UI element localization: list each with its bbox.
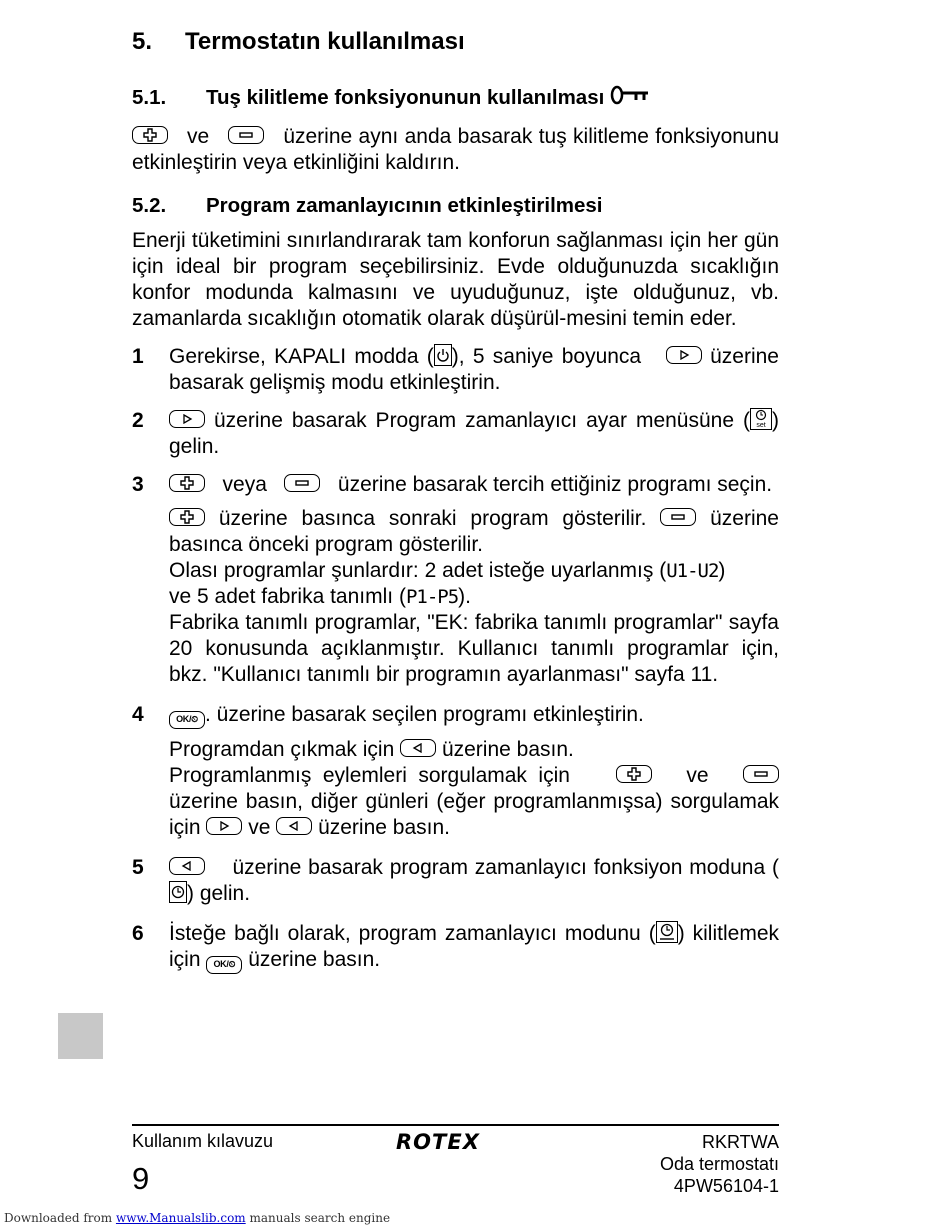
- plus-button-icon: [132, 126, 168, 144]
- text: Olası programlar şunlardır: 2 adet isteğe uyarlanmış (: [169, 559, 667, 582]
- right-arrow-button-icon: [666, 346, 702, 364]
- minus-button-icon: [284, 474, 320, 492]
- text: ) kilitlemek için: [169, 922, 779, 971]
- subsection-number: 5.2.: [132, 194, 167, 217]
- minus-button-icon: [660, 508, 696, 526]
- text: Gerekirse, KAPALI modda (: [169, 345, 434, 368]
- download-banner: [4, 1211, 390, 1225]
- text: ve: [187, 125, 210, 148]
- step-4: [132, 702, 779, 841]
- step-text: [169, 344, 779, 396]
- plus-button-icon: [169, 508, 205, 526]
- section-5-heading: [132, 28, 779, 56]
- left-arrow-button-icon: [169, 857, 205, 875]
- minus-button-icon: [228, 126, 264, 144]
- text: ) gelin.: [169, 409, 779, 458]
- right-arrow-button-icon: [169, 410, 205, 428]
- step-text: [169, 584, 779, 610]
- step-text: [169, 737, 779, 763]
- text: üzerine basın, diğer günleri (eğer programlanmışsa) sorgulamak için: [169, 790, 779, 839]
- footer-product-info: [660, 1131, 779, 1197]
- text: üzerine basarak program zamanlayıcı fonksiyon moduna (: [232, 856, 780, 879]
- right-arrow-button-icon: [206, 817, 242, 835]
- text: üzerine basın.: [248, 948, 381, 971]
- step-number: 4: [132, 703, 144, 726]
- minus-button-icon: [743, 765, 779, 783]
- subsection-title: Tuş kilitleme fonksiyonunun kullanılması: [206, 86, 605, 109]
- manualslib-link[interactable]: www.Manualslib.com: [115, 1211, 246, 1225]
- plus-button-icon: [169, 474, 205, 492]
- product-name: Oda termostatı: [659, 1154, 779, 1174]
- text: üzerine basın.: [441, 738, 574, 761]
- text: ve 5 adet fabrika tanımlı (: [169, 585, 406, 608]
- section-5-1: [132, 84, 779, 176]
- subsection-title: Program zamanlayıcının etkinleştirilmesi: [206, 194, 603, 217]
- text: ).: [458, 585, 471, 608]
- lcd-factory-programs: P1-P5: [405, 586, 459, 608]
- text: Programdan çıkmak için: [169, 738, 395, 761]
- step-number: 1: [132, 345, 144, 368]
- step-2: [132, 408, 779, 460]
- section-title: Termostatın kullanılması: [185, 28, 465, 55]
- intro-paragraph: Enerji tüketimini sınırlandırarak tam konforun sağlanması için her gün için ideal bir program seçebilirsiniz. Evde olduğunuzda sıcaklığın konfor modunda kalmasını ve uyuduğunuz, işte olduğunuz, vb. zamanlarda sıcaklığın otomatik olarak düşürül-mesini temin eder.: [132, 229, 779, 330]
- step-5: [132, 855, 779, 907]
- key-lock-paragraph: [132, 124, 779, 176]
- text: ) gelin.: [187, 882, 251, 905]
- model-code: RKRTWA: [701, 1132, 779, 1152]
- step-text: [169, 855, 779, 907]
- section-5-1-heading: [132, 84, 779, 112]
- ok-clock-button-icon: OK/⏲: [206, 956, 242, 974]
- step-number: 5: [132, 856, 144, 879]
- svg-text:set: set: [756, 422, 766, 429]
- footer-doc-type: Kullanım kılavuzu: [132, 1131, 274, 1151]
- text: manuals search engine: [245, 1211, 391, 1225]
- step-text: [169, 472, 779, 498]
- text: üzerine basarak Program zamanlayıcı ayar menüsüne (: [214, 409, 750, 432]
- text: Downloaded from: [4, 1211, 116, 1225]
- steps-list: [132, 344, 779, 974]
- step-1: [132, 344, 779, 396]
- rotex-logo: ROTEX: [396, 1130, 480, 1154]
- footer-divider: [132, 1124, 779, 1126]
- text: . üzerine basarak seçilen programı etkinleştirin.: [205, 703, 644, 726]
- subsection-number: 5.1.: [132, 86, 167, 109]
- clock-set-icon: [750, 408, 772, 430]
- plus-button-icon: [616, 765, 652, 783]
- step-text: [169, 702, 779, 729]
- text: Programlanmış eylemleri sorgulamak için: [169, 764, 570, 787]
- text: İsteğe bağlı olarak, program zamanlayıcı modunu (: [169, 922, 656, 945]
- text: ), 5 saniye boyunca: [451, 345, 642, 368]
- text: ): [718, 559, 726, 582]
- page-number: 9: [132, 1161, 150, 1196]
- power-icon: [434, 344, 452, 366]
- document-code: 4PW56104-1: [673, 1176, 779, 1196]
- step-text: [169, 506, 779, 558]
- step-3: [132, 472, 779, 688]
- step-number: 3: [132, 473, 144, 496]
- step-number: 2: [132, 409, 144, 432]
- text: üzerine basınca sonraki program gösterilir.: [218, 507, 647, 530]
- step-text: Fabrika tanımlı programlar, "EK: fabrika tanımlı programlar" sayfa 20 konusunda açıklanmıştır. Kullanıcı tanımlı programlar için, bkz. "Kullanıcı tanımlı bir programın ayarlanması" sayfa 11.: [169, 611, 779, 686]
- text: üzerine basınca önceki program gösterilir.: [169, 507, 779, 556]
- text: üzerine basarak tercih ettiğiniz programı seçin.: [337, 473, 773, 496]
- left-arrow-button-icon: [400, 739, 436, 757]
- step-text: [169, 408, 779, 460]
- key-lock-icon: [610, 84, 650, 112]
- step-text: [169, 763, 779, 841]
- chapter-tab-marker: [58, 1013, 103, 1059]
- step-number: 6: [132, 922, 144, 945]
- step-text: [169, 558, 779, 584]
- left-arrow-button-icon: [276, 817, 312, 835]
- ok-clock-button-icon: OK/⏲: [169, 711, 205, 729]
- text: üzerine basın.: [318, 816, 450, 839]
- clock-lock-icon: [656, 921, 678, 943]
- page-content: [132, 28, 779, 986]
- section-5-2-heading: [132, 194, 779, 218]
- section-number: 5.: [132, 28, 153, 55]
- clock-icon: [169, 881, 187, 903]
- text: ve: [248, 816, 271, 839]
- lcd-user-programs: U1-U2: [666, 560, 719, 582]
- text: üzerine basarak gelişmiş modu etkinleştirin.: [169, 345, 779, 394]
- text: ve: [686, 764, 709, 787]
- text: veya: [222, 473, 267, 496]
- section-5-2: [132, 194, 779, 332]
- step-text: [169, 921, 779, 974]
- step-6: [132, 921, 779, 974]
- text: üzerine aynı anda basarak tuş kilitleme fonksiyonunu etkinleştirin veya etkinliğini kaldırın.: [132, 125, 780, 174]
